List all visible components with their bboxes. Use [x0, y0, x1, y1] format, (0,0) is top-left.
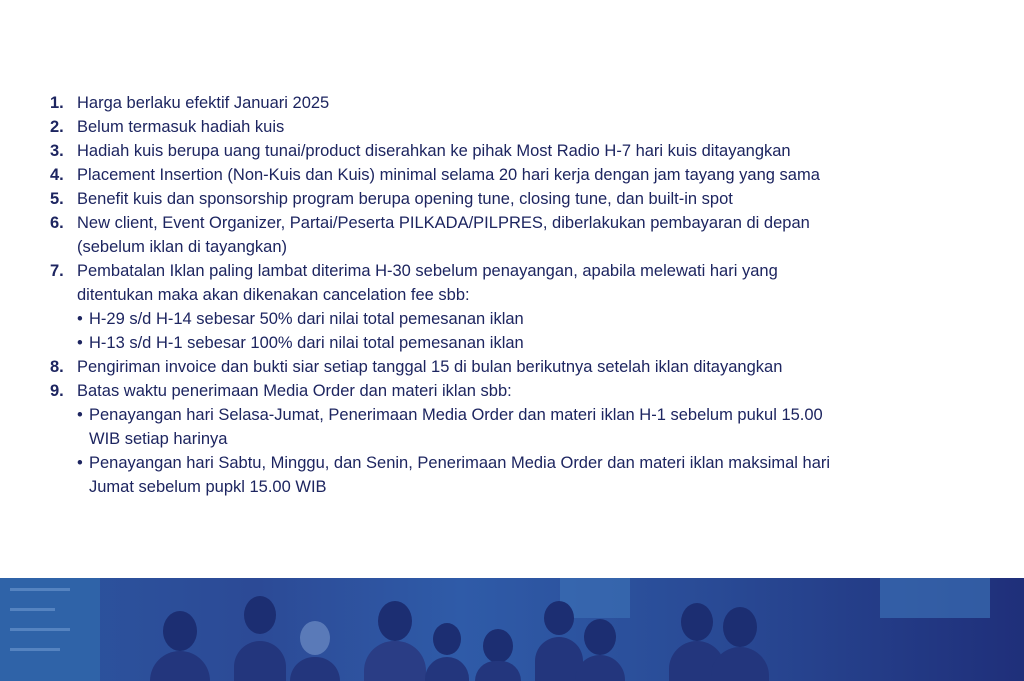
- term-number: 5.: [50, 190, 64, 208]
- term-item-6: [0, 211, 1024, 259]
- sub-item-text-continuation: WIB setiap harinya: [89, 430, 228, 448]
- sub-item-text: Penayangan hari Sabtu, Minggu, dan Senin, Penerimaan Media Order dan materi iklan maksimal hari: [89, 454, 831, 472]
- term-number: 4.: [50, 166, 64, 184]
- terms-list: [0, 91, 1024, 499]
- person-silhouette: [712, 607, 768, 681]
- person-silhouette: [235, 596, 285, 681]
- term-item-8: [0, 355, 1024, 379]
- sub-item: [77, 403, 1024, 451]
- term-text: Pembatalan Iklan paling lambat diterima H-30 sebelum penayangan, apabila melewati hari yang: [77, 262, 778, 280]
- sub-list: [77, 307, 1024, 355]
- term-text-continuation: (sebelum iklan di tayangkan): [77, 238, 288, 256]
- term-item-3: [0, 139, 1024, 163]
- term-number: 8.: [50, 358, 64, 376]
- sub-item-text: H-29 s/d H-14 sebesar 50% dari nilai total pemesanan iklan: [89, 310, 524, 328]
- person-silhouette: [475, 629, 521, 681]
- photo-window: [880, 578, 990, 618]
- term-text-continuation: ditentukan maka akan dikenakan cancelation fee sbb:: [77, 286, 470, 304]
- sub-item: [77, 331, 1024, 355]
- bullet-icon: •: [77, 310, 83, 328]
- term-item-4: [0, 163, 1024, 187]
- person-silhouette: [575, 619, 625, 681]
- logo-wall: [0, 578, 100, 681]
- team-photo: [0, 578, 1024, 681]
- term-text: Harga berlaku efektif Januari 2025: [77, 94, 330, 112]
- term-number: 1.: [50, 94, 64, 112]
- sub-item-text: H-13 s/d H-1 sebesar 100% dari nilai total pemesanan iklan: [89, 334, 524, 352]
- term-number: 2.: [50, 118, 64, 136]
- sub-item: [77, 307, 1024, 331]
- sub-list: [77, 403, 1024, 499]
- term-text: Belum termasuk hadiah kuis: [77, 118, 285, 136]
- term-number: 6.: [50, 214, 64, 232]
- term-text: Batas waktu penerimaan Media Order dan materi iklan sbb:: [77, 382, 512, 400]
- bullet-icon: •: [77, 454, 83, 472]
- term-item-5: [0, 187, 1024, 211]
- term-text: Benefit kuis dan sponsorship program berupa opening tune, closing tune, dan built-in spot: [77, 190, 733, 208]
- person-silhouette: [365, 601, 425, 681]
- term-item-7: [0, 259, 1024, 355]
- term-number: 3.: [50, 142, 64, 160]
- term-number: 7.: [50, 262, 64, 280]
- person-silhouette: [150, 611, 210, 681]
- sub-item: [77, 451, 1024, 499]
- term-item-2: [0, 115, 1024, 139]
- bullet-icon: •: [77, 334, 83, 352]
- term-text: New client, Event Organizer, Partai/Peserta PILKADA/PILPRES, diberlakukan pembayaran di depan: [77, 214, 810, 232]
- term-text: Pengiriman invoice dan bukti siar setiap tanggal 15 di bulan berikutnya setelah iklan ditayangkan: [77, 358, 783, 376]
- sub-item-text-continuation: Jumat sebelum pupkl 15.00 WIB: [89, 478, 327, 496]
- bullet-icon: •: [77, 406, 83, 424]
- person-silhouette: [425, 623, 469, 681]
- term-text: Hadiah kuis berupa uang tunai/product diserahkan ke pihak Most Radio H-7 hari kuis ditayangkan: [77, 142, 791, 160]
- sub-item-text: Penayangan hari Selasa-Jumat, Penerimaan Media Order dan materi iklan H-1 sebelum pukul 15.00: [89, 406, 823, 424]
- term-number: 9.: [50, 382, 64, 400]
- term-text: Placement Insertion (Non-Kuis dan Kuis) minimal selama 20 hari kerja dengan jam tayang yang sama: [77, 166, 820, 184]
- person-silhouette: [290, 621, 340, 681]
- term-item-1: [0, 91, 1024, 115]
- term-item-9: [0, 379, 1024, 499]
